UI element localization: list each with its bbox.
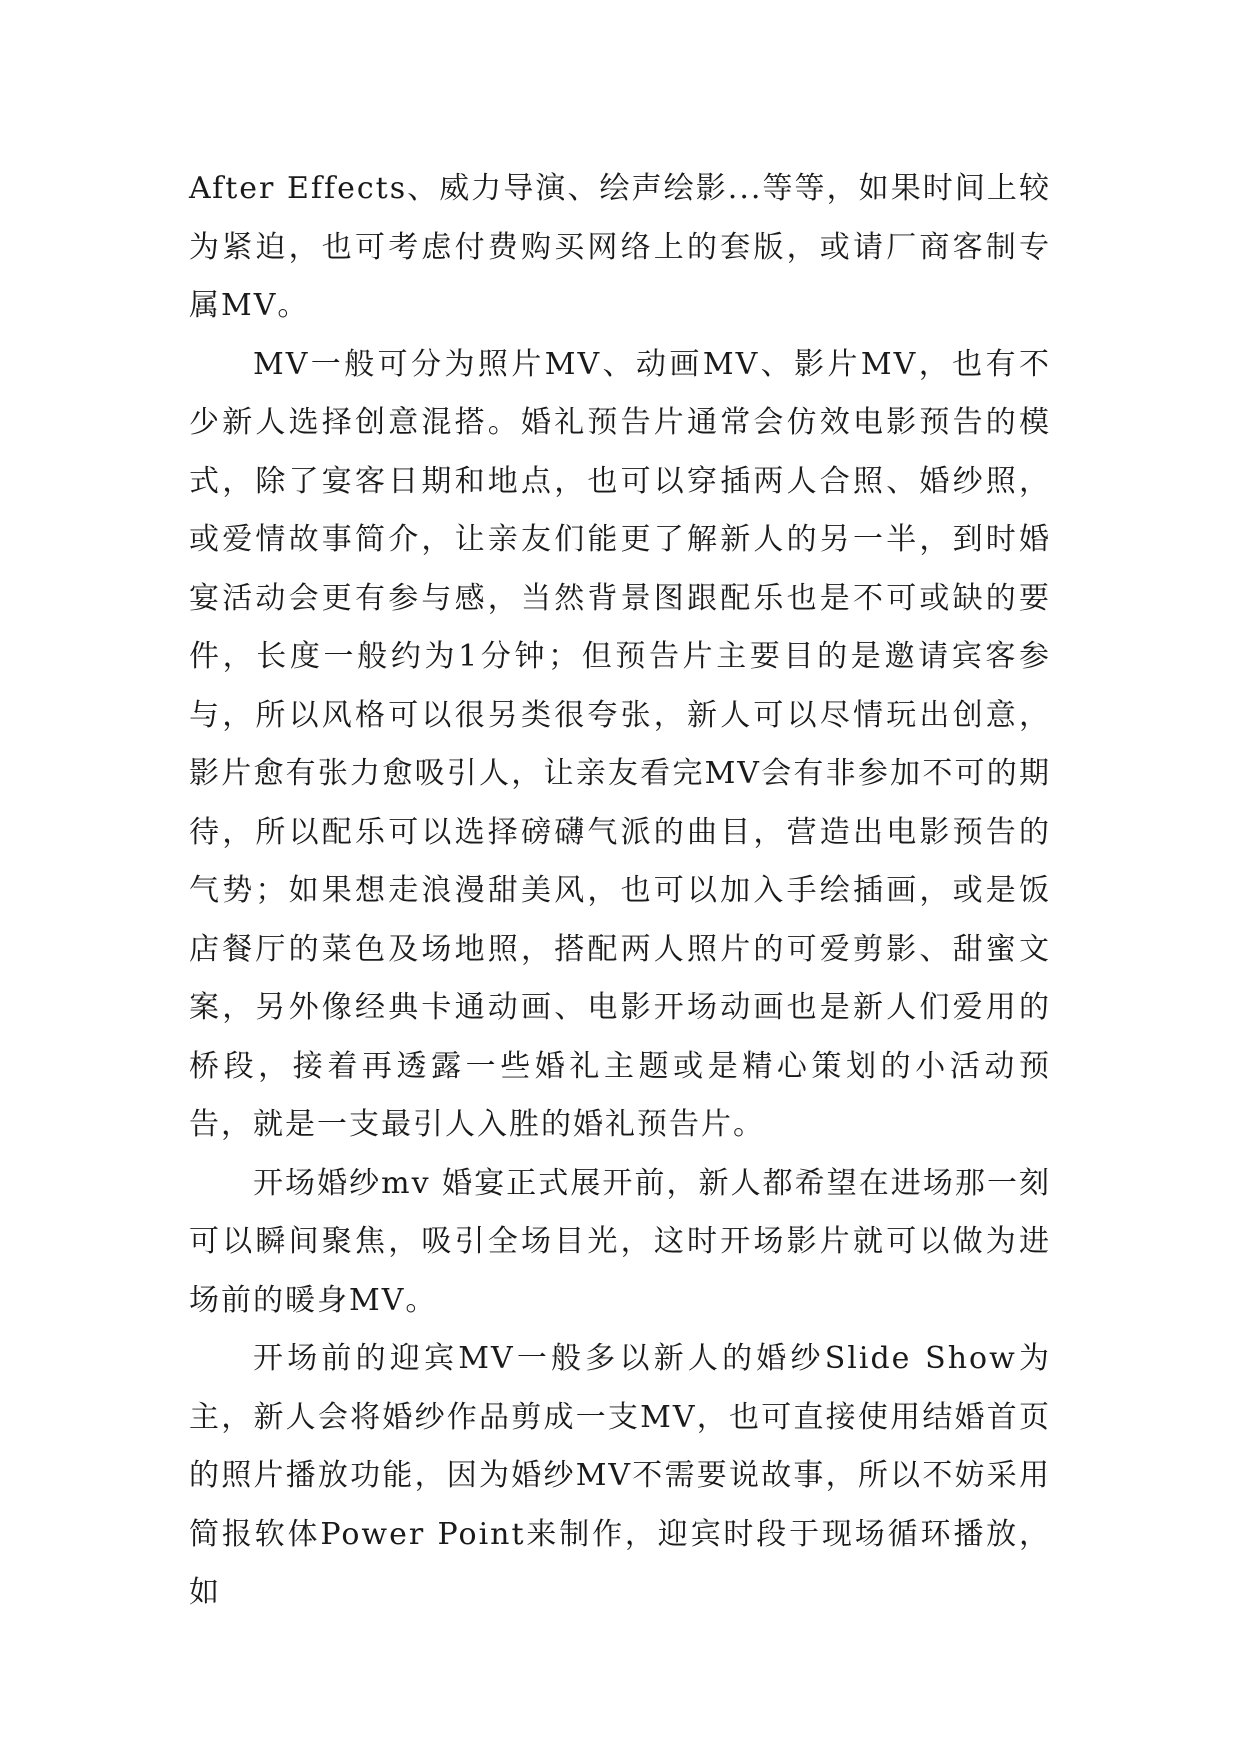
- paragraph-opening-mv: 开场婚纱mv 婚宴正式展开前，新人都希望在进场那一刻可以瞬间聚焦，吸引全场目光，这时开场影片就可以做为进场前的暖身MV。: [189, 1165, 1051, 1318]
- paragraph-continuation: After Effects、威力导演、绘声绘影...等等，如果时间上较为紧迫，也可考虑付费购买网络上的套版，或请厂商客制专属MV。: [189, 171, 1051, 323]
- document-body: [189, 160, 1051, 1623]
- paragraph-mv-types: MV一般可分为照片MV、动画MV、影片MV，也有不少新人选择创意混搭。婚礼预告片通常会仿效电影预告的模式，除了宴客日期和地点，也可以穿插两人合照、婚纱照，或爱情故事简介，让亲友们能更了解新人的另一半，到时婚宴活动会更有参与感，当然背景图跟配乐也是不可或缺的要件，长度一般约为1分钟；但预告片主要目的是邀请宾客参与，所以风格可以很另类很夸张，新人可以尽情玩出创意，影片愈有张力愈吸引人，让亲友看完MV会有非参加不可的期待，所以配乐可以选择磅礴气派的曲目，营造出电影预告的气势；如果想走浪漫甜美风，也可以加入手绘插画，或是饭店餐厅的菜色及场地照，搭配两人照片的可爱剪影、甜蜜文案，另外像经典卡通动画、电影开场动画也是新人们爱用的桥段，接着再透露一些婚礼主题或是精心策划的小活动预告，就是一支最引人入胜的婚礼预告片。: [189, 346, 1051, 1142]
- paragraph-welcome-mv: 开场前的迎宾MV一般多以新人的婚纱Slide Show为主，新人会将婚纱作品剪成一支MV，也可直接使用结婚首页的照片播放功能，因为婚纱MV不需要说故事，所以不妨采用简报软体Power Point来制作，迎宾时段于现场循环播放，如: [189, 1341, 1051, 1610]
